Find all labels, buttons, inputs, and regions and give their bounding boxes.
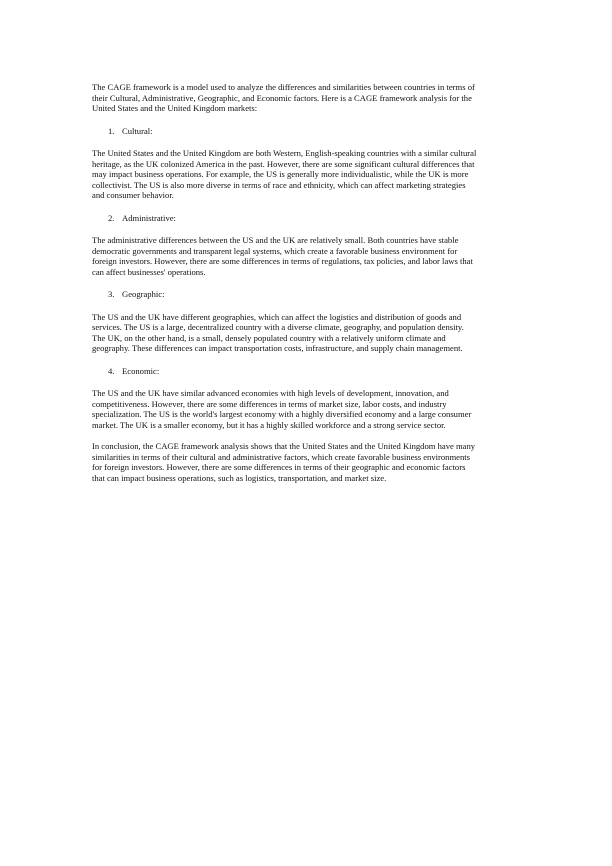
section-number: 3.: [108, 289, 115, 299]
section-heading-administrative: [92, 213, 477, 224]
conclusion-paragraph: In conclusion, the CAGE framework analysis shows that the United States and the United Kingdom have many similarities in terms of their cultural and administrative factors, which create favorable business environments for foreign investors. However, there are some differences in terms of their geographic and economic factors that can impact business operations, such as logistics, transportation, and market size.: [92, 441, 476, 483]
intro-paragraph: The CAGE framework is a model used to analyze the differences and similarities between countries in terms of their Cultural, Administrative, Geographic, and Economic factors. Here is a CAGE framework analysis for the United States and the United Kingdom markets:: [92, 82, 475, 113]
section-title: Cultural:: [122, 125, 153, 136]
section-body-administrative: The administrative differences between the US and the UK are relatively small. Both countries have stable democratic governments and transparent legal systems, which create a favorable business environment for foreign investors. However, there are some differences in terms of regulations, tax policies, and labor laws that can affect businesses' operations.: [92, 235, 473, 277]
section-number: 4.: [108, 365, 115, 376]
section-heading-cultural: [92, 126, 477, 137]
section-heading-economic: [92, 366, 477, 377]
section-title: Economic:: [122, 365, 160, 376]
section-number: 1.: [108, 125, 115, 136]
document-body: [92, 82, 477, 483]
section-body-cultural: The United States and the United Kingdom are both Western, English-speaking countries with a similar cultural heritage, as the UK colonized America in the past. However, there are some significant cultural differences that may impact business operations. For example, the US is generally more individualistic, while the UK is more collectivist. The US is also more diverse in terms of race and ethnicity, which can affect marketing strategies and consumer behavior.: [92, 148, 477, 200]
section-number: 2.: [108, 212, 115, 223]
section-title: Geographic:: [122, 289, 165, 299]
section-heading-geographic: [92, 289, 477, 300]
section-title: Administrative:: [122, 212, 176, 223]
section-body-geographic: The US and the UK have different geographies, which can affect the logistics and distribution of goods and services. The US is a large, decentralized country with a diverse climate, geography, and population density. The UK, on the other hand, is a small, densely populated country with a relatively uniform climate and geography. These differences can impact transportation costs, infrastructure, and supply chain management.: [92, 311, 464, 353]
section-body-economic: The US and the UK have similar advanced economies with high levels of development, innovation, and competitiveness. However, there are some differences in terms of market size, labor costs, and industry specialization. The US is the world's largest economy with a highly diversified economy and a large consumer market. The UK is a smaller economy, but it has a highly skilled workforce and a strong service sector.: [92, 388, 472, 430]
